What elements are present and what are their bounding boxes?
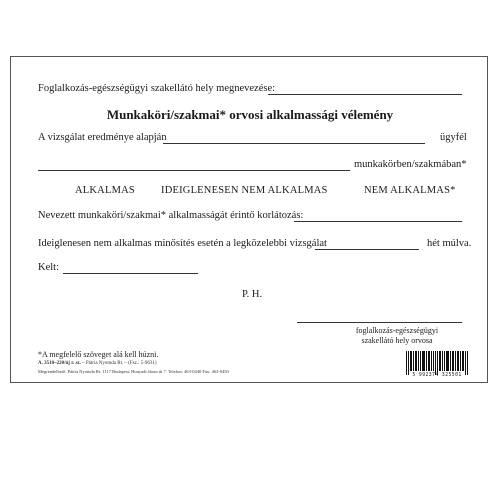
form-code	[38, 361, 157, 367]
option-temporarily-unfit[interactable]: IDEIGLENESEN NEM ALKALMAS	[161, 185, 328, 196]
signature-caption-line2: szakellátó hely orvosa	[361, 336, 433, 345]
form-code-number: A. 3510–220/új r. sz.	[38, 361, 81, 366]
next-exam-label: Ideiglenesen nem alkalmas minősítés esetén a legközelebbi vizsgálat	[38, 238, 327, 249]
signature-caption-line1: foglalkozás-egészségügyi	[355, 326, 439, 335]
exam-result-label: A vizsgálat eredménye alapján	[38, 132, 167, 143]
medical-fitness-form	[10, 56, 488, 383]
option-fit[interactable]: ALKALMAS	[75, 185, 135, 196]
job-field[interactable]	[38, 170, 350, 171]
restriction-label: Nevezett munkaköri/szakmai* alkalmasságát érintő korlátozás:	[38, 210, 304, 221]
form-title: Munkaköri/szakmai* orvosi alkalmassági vélemény	[106, 107, 394, 122]
barcode-digits: 5 992374 325501	[412, 373, 462, 378]
stamp-placeholder: P. H.	[242, 289, 263, 300]
client-suffix-label: ügyfél	[440, 132, 467, 143]
footnote: *A megfelelő szöveget alá kell húzni.	[38, 350, 159, 359]
barcode	[406, 351, 468, 375]
date-field[interactable]	[63, 273, 198, 274]
publisher-info: Megrendelhető: Pátria Nyomda Rt. 1117 Budapest, Hunyadi János út 7. Telefon: 463-0440 Fax: 463-0450	[38, 369, 229, 374]
provider-name-field[interactable]	[268, 94, 462, 95]
job-suffix-label: munkakörben/szakmában*	[354, 159, 467, 170]
next-exam-weeks-field[interactable]	[315, 249, 419, 250]
weeks-suffix-label: hét múlva.	[427, 238, 472, 249]
date-label: Kelt:	[38, 262, 59, 273]
client-name-field[interactable]	[163, 143, 425, 144]
signature-field[interactable]	[297, 322, 462, 323]
restriction-field[interactable]	[294, 221, 462, 222]
option-unfit[interactable]: NEM ALKALMAS*	[364, 185, 456, 196]
provider-label: Foglalkozás-egészségügyi szakellátó hely megnevezése:	[38, 83, 276, 94]
form-code-printer: – Pátria Nyomda Rt. – (Fsz.: 5-9631)	[82, 361, 157, 366]
